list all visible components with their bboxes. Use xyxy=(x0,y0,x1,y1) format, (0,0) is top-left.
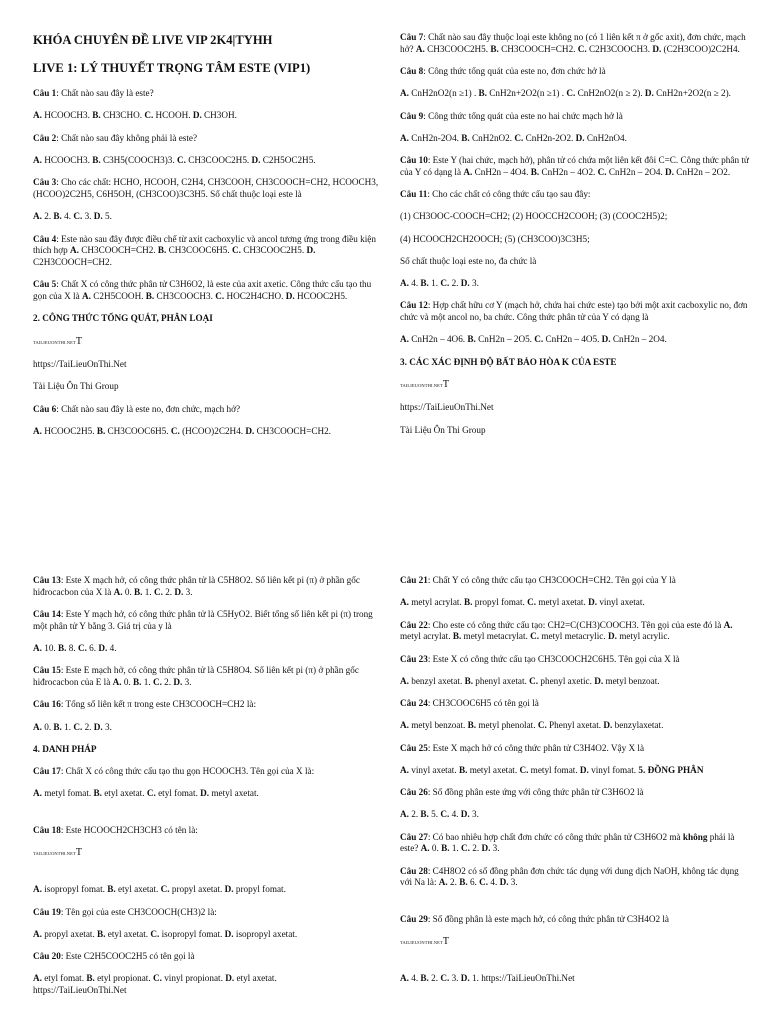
answers-21: A. metyl acrylat. B. propyl fomat. C. metyl axetat. D. vinyl axetat. xyxy=(400,597,645,608)
question-20: Câu 20: Este C2H5COOC2H5 có tên gọi là xyxy=(33,951,195,962)
question-26: Câu 26: Số đồng phân este ứng với công thức phân tử C3H6O2 là xyxy=(400,787,644,798)
question-22: Câu 22: Cho este có công thức cấu tạo: CH2=C(CH3)COOCH3. Tên gọi của este đó là A. metyl acrylat. B. metyl metacrylat. C. metyl metacrylic. D. metyl acrylic. xyxy=(400,619,733,642)
answers-20: A. etyl fomat. B. etyl propionat. C. vinyl propionat. D. etyl axetat. https://TaiLieuOnThi.Net xyxy=(33,973,277,996)
watermark: TAILIEUONTHI.NETT xyxy=(33,846,82,858)
answers-29: A. 4. B. 2. C. 3. D. 1. https://TaiLieuOnThi.Net xyxy=(400,973,575,984)
section-heading-5: 5. ĐỒNG PHÂN xyxy=(638,764,704,775)
question-4: Câu 4: Este nào sau đây được điều chế từ axit cacboxylic và ancol tương ứng trong điều kiện thích hợp A. CH3COOCH=CH2. B. CH3COOC6H5. C. CH3COOC2H5. D. C2H3COOCH=CH2. xyxy=(33,233,376,268)
group-name: Tài Liệu Ôn Thi Group xyxy=(400,424,486,435)
question-11-line-2: (4) HCOOCH2CH2OOCH; (5) (CH3COO)3C3H5; xyxy=(400,233,590,244)
question-28: Câu 28: C4H8O2 có số đồng phân đơn chức tác dụng với dung dịch NaOH, không tác dụng với Na là: A. 2. B. 6. C. 4. D. 3. xyxy=(400,865,739,888)
answers-3: A. 2. B. 4. C. 3. D. 5. xyxy=(33,211,112,222)
answers-1: A. HCOOCH3. B. CH3CHO. C. HCOOH. D. CH3OH. xyxy=(33,110,237,121)
answers-2: A. HCOOCH3. B. C3H5(COOCH3)3. C. CH3COOC2H5. D. C2H5OC2H5. xyxy=(33,155,316,166)
answers-6: A. HCOOC2H5. B. CH3COOC6H5. C. (HCOO)2C2H4. D. CH3COOCH=CH2. xyxy=(33,425,331,436)
question-18: Câu 18: Este HCOOCH2CH3CH3 có tên là: xyxy=(33,824,198,835)
group-name: Tài Liệu Ôn Thi Group xyxy=(33,381,119,392)
question-9: Câu 9: Công thức tổng quát của este no hai chức mạch hở là xyxy=(400,110,623,121)
site-link[interactable]: https://TaiLieuOnThi.Net xyxy=(400,402,494,413)
answers-9: A. CnH2n-2O4. B. CnH2nO2. C. CnH2n-2O2. D. CnH2nO4. xyxy=(400,132,627,143)
top-left-column xyxy=(33,32,383,448)
question-5: Câu 5: Chất X có công thức phân tử C3H6O2, là este của axit axetic. Công thức cấu tạo thu gọn của X là A. C2H5COOH. B. CH3COOCH3. C. HOC2H4CHO. D. HCOOC2H5. xyxy=(33,279,372,302)
answers-18: A. isopropyl fomat. B. etyl axetat. C. propyl axetat. D. propyl fomat. xyxy=(33,884,286,895)
question-19: Câu 19: Tên gọi của este CH3COOCH(CH3)2 là: xyxy=(33,906,217,917)
question-10: Câu 10: Este Y (hai chức, mạch hở), phân tử có chứa một liên kết đôi C=C. Công thức phân tử của Y có dạng là A. CnH2n – 4O4. B. CnH2n – 4O2. C. CnH2n – 2O4. D. CnH2n – 2O2. xyxy=(400,155,749,177)
question-3: Câu 3: Cho các chất: HCHO, HCOOH, C2H4, CH3COOH, CH3COOCH=CH2, HCOOCH3, (HCOO)2C2H5, C6H5OH, (CH3COO)3C3H5. Số chất thuộc loại este là xyxy=(33,177,379,200)
section-heading-2: 2. CÔNG THỨC TỔNG QUÁT, PHÂN LOẠI xyxy=(33,313,213,324)
answers-25: A. vinyl axetat. B. metyl axetat. C. metyl fomat. D. vinyl fomat. 5. ĐỒNG PHÂN xyxy=(400,764,704,775)
answers-26: A. 2. B. 5. C. 4. D. 3. xyxy=(400,809,479,820)
answers-14: A. 10. B. 8. C. 6. D. 4. xyxy=(33,643,117,654)
top-right-column xyxy=(400,32,750,447)
question-11: Câu 11: Cho các chất có công thức cấu tạo sau đây: xyxy=(400,189,591,200)
question-16: Câu 16: Tổng số liên kết π trong este CH3COOCH=CH2 là: xyxy=(33,699,257,710)
question-13: Câu 13: Este X mạch hở, có công thức phân tử là C5H8O2. Số liên kết pi (π) ở phần gốc hiđrocacbon của X là A. 0. B. 1. C. 2. D. 3. xyxy=(33,575,360,597)
question-21: Câu 21: Chất Y có công thức cấu tạo CH3COOCH=CH2. Tên gọi của Y là xyxy=(400,575,676,585)
answers-23: A. benzyl axetat. B. phenyl axetat. C. phenyl axetic. D. metyl benzoat. xyxy=(400,675,660,686)
answers-17: A. metyl fomat. B. etyl axetat. C. etyl fomat. D. metyl axetat. xyxy=(33,788,259,799)
section-heading-4: 4. DANH PHÁP xyxy=(33,743,97,754)
course-title: KHÓA CHUYÊN ĐỀ LIVE VIP 2K4|TYHH xyxy=(33,33,273,47)
question-11-line-1: (1) CH3OOC-COOCH=CH2; (2) HOOCCH2COOH; (3) (COOC2H5)2; xyxy=(400,211,668,222)
watermark: TAILIEUONTHI.NETT xyxy=(400,379,449,391)
watermark: TAILIEUONTHI.NETT xyxy=(33,335,82,347)
answers-24: A. metyl benzoat. B. metyl phenolat. C. Phenyl axetat. D. benzylaxetat. xyxy=(400,720,664,731)
question-25: Câu 25: Este X mạch hở có công thức phân tử C3H4O2. Vậy X là xyxy=(400,742,645,753)
question-17: Câu 17: Chất X có công thức cấu tạo thu gọn HCOOCH3. Tên gọi của X là: xyxy=(33,766,315,777)
section-heading-3: 3. CÁC XÁC ĐỊNH ĐỘ BẤT BẢO HÒA K CỦA ESTE xyxy=(400,356,617,367)
question-11-line-3: Số chất thuộc loại este no, đa chức là xyxy=(400,255,537,266)
site-link[interactable]: https://TaiLieuOnThi.Net xyxy=(33,985,127,996)
question-29: Câu 29: Số đồng phân là este mạch hở, có công thức phân tử C3H4O2 là xyxy=(400,913,669,924)
lesson-title: LIVE 1: LÝ THUYẾT TRỌNG TÂM ESTE (VIP1) xyxy=(33,61,311,76)
watermark: TAILIEUONTHI.NETT xyxy=(400,936,449,948)
answers-8: A. CnH2nO2(n ≥1) . B. CnH2n+2O2(n ≥1) . C. CnH2nO2(n ≥ 2). D. CnH2n+2O2(n ≥ 2). xyxy=(400,88,731,99)
bottom-right-column xyxy=(400,575,750,996)
answers-12: A. CnH2n – 4O6. B. CnH2n – 2O5. C. CnH2n – 4O5. D. CnH2n – 2O4. xyxy=(400,334,667,345)
bottom-left-column xyxy=(33,575,383,997)
question-23: Câu 23: Este X có công thức cấu tạo CH3COOCH2C6H5. Tên gọi của X là xyxy=(400,653,680,664)
answers-16: A. 0. B. 1. C. 2. D. 3. xyxy=(33,721,112,732)
question-24: Câu 24: CH3COOC6H5 có tên gọi là xyxy=(400,698,539,709)
site-link[interactable]: https://TaiLieuOnThi.Net xyxy=(33,358,127,369)
question-27: Câu 27: Có bao nhiêu hợp chất đơn chức có công thức phân tử C3H6O2 mà không phải là este? A. 0. B. 1. C. 2. D. 3. xyxy=(400,831,735,854)
answers-11: A. 4. B. 1. C. 2. D. 3. xyxy=(400,278,479,289)
question-8: Câu 8: Công thức tổng quát của este no, đơn chức hở là xyxy=(400,66,606,77)
question-6: Câu 6: Chất nào sau đây là este no, đơn chức, mạch hở? xyxy=(33,403,241,414)
question-2: Câu 2: Chất nào sau đây không phải là este? xyxy=(33,132,198,143)
question-15: Câu 15: Este E mạch hở, có công thức phân tử là C5H8O4. Số liên kết pi (π) ở phần gốc hiđrocacbon của E là A. 0. B. 1. C. 2. D. 3. xyxy=(33,665,359,688)
site-link[interactable]: https://TaiLieuOnThi.Net xyxy=(481,973,575,984)
question-14: Câu 14: Este Y mạch hở, có công thức phân tử là C5HyO2. Biết tổng số liên kết pi (π) trong một phân tử Y bằng 3. Giá trị của y là xyxy=(33,609,373,631)
question-7: Câu 7: Chất nào sau đây thuộc loại este không no (có 1 liên kết π ở gốc axit), đơn chức, mạch hở? A. CH3COOC2H5. B. CH3COOCH=CH2. C. C2H3COOCH3. D. (C2H3COO)2C2H4. xyxy=(400,32,746,54)
question-12: Câu 12: Hợp chất hữu cơ Y (mạch hở, chứa hai chức este) tạo bởi một axit cacboxylic no, đơn chức và một ancol no, ba chức. Công thức phân tử của Y có dạng là xyxy=(400,300,748,323)
answers-19: A. propyl axetat. B. etyl axetat. C. isopropyl fomat. D. isopropyl axetat. xyxy=(33,928,298,939)
question-1: Câu 1: Chất nào sau đây là este? xyxy=(33,88,154,99)
